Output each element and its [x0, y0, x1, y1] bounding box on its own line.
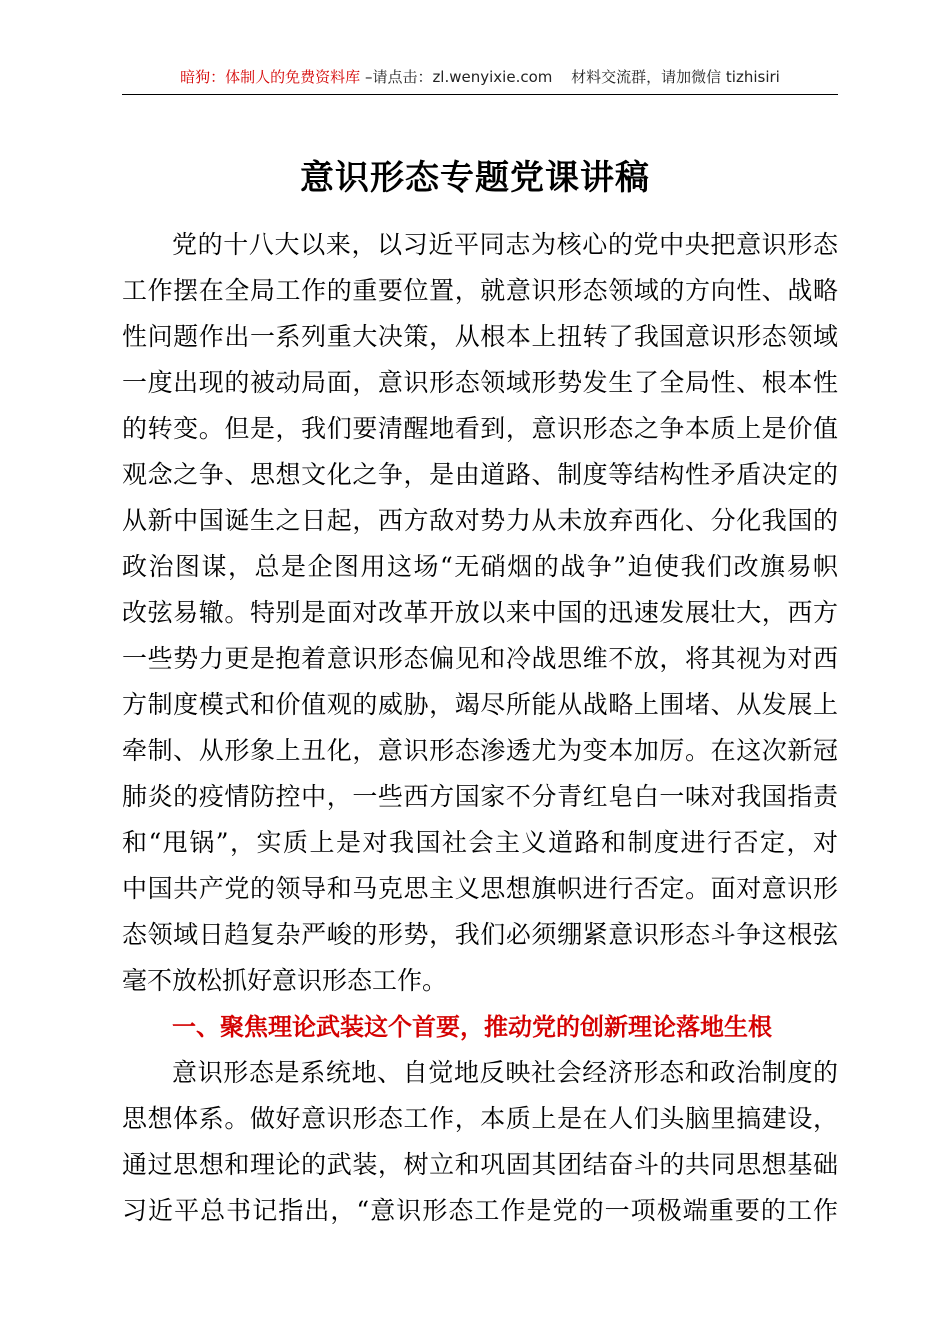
paragraph-line: 党的十八大以来，以习近平同志为核心的党中央把意识形态	[172, 230, 838, 259]
paragraph-2	[122, 1050, 838, 1234]
paragraph-line: 工作摆在全局工作的重要位置，就意识形态领域的方向性、战略	[122, 276, 838, 305]
header-divider	[122, 94, 838, 95]
document-title: 意识形态专题党课讲稿	[300, 158, 650, 198]
paragraph-line: 一些势力更是抱着意识形态偏见和冷战思维不放，将其视为对西	[122, 644, 838, 673]
paragraph-line: 牵制、从形象上丑化，意识形态渗透尤为变本加厉。在这次新冠	[122, 736, 838, 765]
paragraph-line: 政治图谋，总是企图用这场“无硝烟的战争”迫使我们改旗易帜	[122, 552, 838, 581]
paragraph-line: 和“甩锅”，实质上是对我国社会主义道路和制度进行否定，对	[122, 828, 838, 857]
paragraph-line: 通过思想和理论的武装，树立和巩固其团结奋斗的共同思想基础	[122, 1150, 838, 1179]
paragraph-line: 的转变。但是，我们要清醒地看到，意识形态之争本质上是价值	[122, 414, 838, 443]
document-body	[122, 222, 838, 1234]
paragraph-line: 性问题作出一系列重大决策，从根本上扭转了我国意识形态领域	[122, 322, 838, 351]
paragraph-line: 从新中国诞生之日起，西方敌对势力从未放弃西化、分化我国的	[122, 506, 838, 535]
page-header-promo	[122, 66, 838, 94]
promo-link[interactable]: –请点击：zl.wenyixie.com	[364, 68, 553, 86]
paragraph-line: 方制度模式和价值观的威胁，竭尽所能从战略上围堵、从发展上	[122, 690, 838, 719]
paragraph-line: 习近平总书记指出，“意识形态工作是党的一项极端重要的工作	[122, 1196, 838, 1225]
paragraph-line: 意识形态是系统地、自觉地反映社会经济形态和政治制度的	[172, 1058, 838, 1087]
paragraph-line: 一度出现的被动局面，意识形态领域形势发生了全局性、根本性	[122, 368, 838, 397]
paragraph-1	[122, 222, 838, 1004]
paragraph-line: 肺炎的疫情防控中，一些西方国家不分青红皂白一味对我国指责	[122, 782, 838, 811]
paragraph-line: 思想体系。做好意识形态工作，本质上是在人们头脑里搞建设，	[122, 1104, 838, 1133]
section-heading-1: 一、聚焦理论武装这个首要，推动党的创新理论落地生根	[172, 1013, 772, 1041]
paragraph-line: 改弦易辙。特别是面对改革开放以来中国的迅速发展壮大，西方	[122, 598, 838, 627]
promo-contact: 材料交流群，请加微信 tizhisiri	[571, 68, 780, 86]
promo-site-name: 暗狗：体制人的免费资料库	[180, 68, 361, 86]
paragraph-line: 毫不放松抓好意识形态工作。	[122, 966, 448, 995]
paragraph-line: 观念之争、思想文化之争，是由道路、制度等结构性矛盾决定的	[122, 460, 838, 489]
paragraph-line: 中国共产党的领导和马克思主义思想旗帜进行否定。面对意识形	[122, 874, 838, 903]
paragraph-line: 态领域日趋复杂严峻的形势，我们必须绷紧意识形态斗争这根弦	[122, 920, 838, 949]
